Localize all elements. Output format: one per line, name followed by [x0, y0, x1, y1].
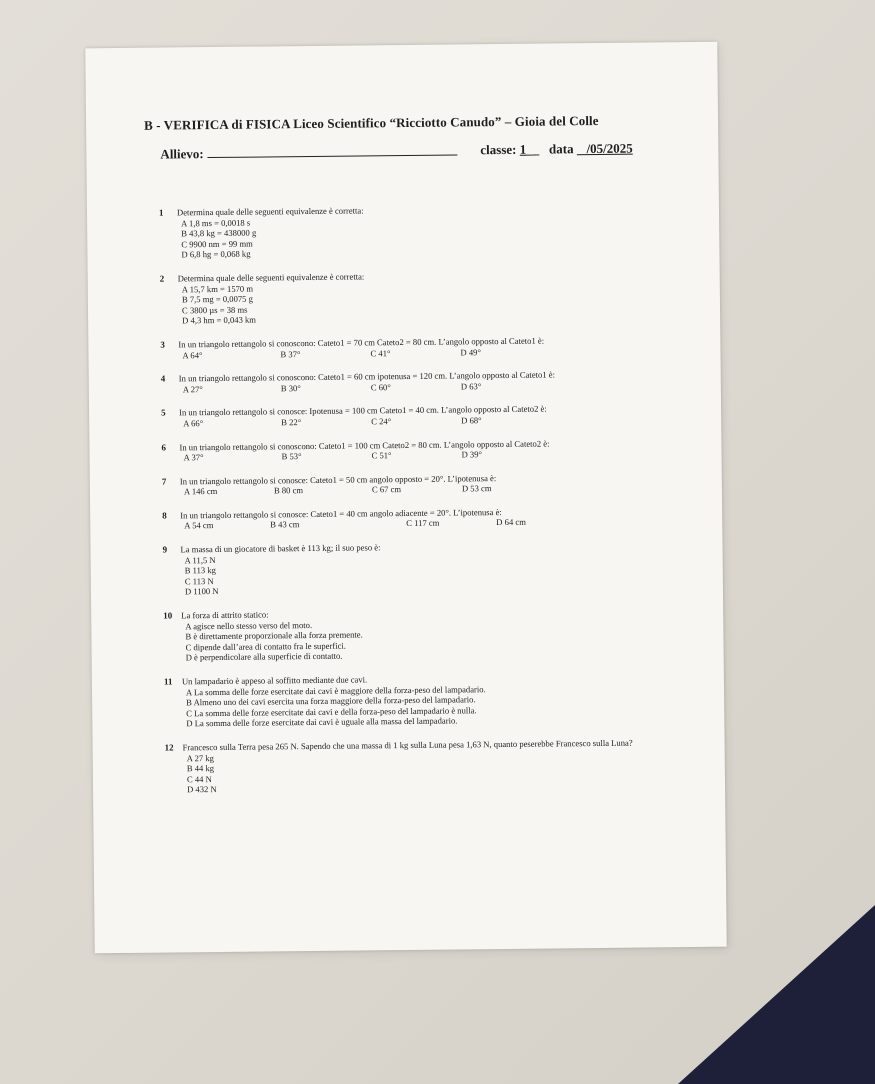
option-c[interactable]: C 3800 µs = 38 ms — [181, 304, 248, 316]
question-9 — [162, 539, 683, 597]
option-a[interactable]: A 37° — [183, 452, 204, 463]
option-c[interactable]: C La somma delle forze esercitate dai cavi e della forza-peso del lampadario è nulla. — [186, 705, 477, 719]
option-b[interactable]: B 44 kg — [186, 763, 215, 774]
class-label: classe: — [480, 141, 517, 158]
question-text: Francesco sulla Terra pesa 265 N. Sapendo che una massa di 1 kg sulla Luna pesa 1,63 N, quanto peserebbe Francesco sulla Luna? — [182, 737, 633, 753]
question-2 — [160, 268, 681, 326]
question-11 — [164, 671, 685, 729]
question-text: In un triangolo rettangolo si conoscono: Cateto1 = 100 cm Cateto2 = 80 cm. L’angolo opposto al Cateto2 è: — [179, 437, 550, 452]
question-5 — [161, 402, 681, 429]
option-b[interactable]: B 53° — [281, 451, 302, 462]
option-d[interactable]: D 432 N — [186, 784, 217, 795]
option-d[interactable]: D 63° — [460, 380, 482, 392]
option-a[interactable]: A 146 cm — [183, 486, 218, 497]
option-b[interactable]: B 80 cm — [273, 485, 304, 496]
option-b[interactable]: B 113 kg — [184, 565, 217, 576]
option-a[interactable]: A 64° — [182, 349, 203, 360]
option-a[interactable]: A 15,7 km = 1570 m — [181, 283, 254, 294]
option-c[interactable]: C 60° — [370, 381, 391, 393]
question-4 — [161, 368, 681, 395]
option-a[interactable]: A 27° — [182, 383, 203, 395]
question-number: 1 — [158, 207, 164, 218]
date-label: data — [548, 141, 574, 157]
exam-title: B - VERIFICA di FISICA Liceo Scientifico “Ricciotto Canudo” – Gioia del Colle — [144, 112, 599, 133]
option-a[interactable]: A 66° — [183, 418, 204, 429]
option-d[interactable]: D 49° — [460, 346, 481, 357]
option-c[interactable]: C 9900 nm = 99 mm — [181, 238, 253, 250]
question-number: 4 — [160, 373, 166, 384]
option-b[interactable]: B 30° — [280, 382, 301, 394]
question-1 — [159, 202, 680, 260]
option-a[interactable]: A 1,8 ms = 0,0018 s — [181, 217, 251, 228]
question-6 — [161, 437, 681, 464]
question-number: 8 — [162, 510, 167, 521]
question-number: 9 — [162, 544, 168, 555]
option-d[interactable]: D 53 cm — [461, 483, 492, 494]
option-d[interactable]: D 39° — [461, 449, 482, 460]
option-a[interactable]: A 54 cm — [184, 520, 214, 531]
option-d[interactable]: D è perpendicolare alla superficie di contatto. — [185, 651, 343, 663]
question-text: In un triangolo rettangolo si conosce: Cateto1 = 40 cm angolo adiacente = 20°. L’ipotenusa è: — [180, 506, 502, 521]
option-d[interactable]: D 64 cm — [496, 517, 526, 528]
question-number: 2 — [159, 273, 165, 284]
question-8 — [162, 505, 682, 532]
option-b[interactable]: B 22° — [281, 417, 302, 428]
question-3 — [160, 334, 680, 361]
option-a[interactable]: A 27 kg — [186, 752, 214, 763]
option-a[interactable]: A La somma delle forze esercitate dai cavi è maggiore della forza-peso del lampadario. — [185, 683, 486, 697]
question-text: Determina quale delle seguenti equivalenze è corretta: — [176, 205, 364, 218]
option-c[interactable]: C dipende dall’area di contatto fra le superfici. — [185, 640, 346, 653]
class-date-group: classe: 1__ data /05/2025 — [480, 140, 633, 158]
question-number: 10 — [163, 610, 173, 621]
question-text: Determina quale delle seguenti equivalenze è corretta: — [177, 271, 365, 284]
option-b[interactable]: B 43 cm — [270, 519, 300, 530]
option-a[interactable]: A agisce nello stesso verso del moto. — [185, 619, 313, 631]
question-text: La massa di un giocatore di basket è 113 kg; il suo peso è: — [180, 542, 381, 555]
option-b[interactable]: B 37° — [280, 348, 301, 359]
question-number: 5 — [161, 407, 166, 418]
exam-sheet — [85, 42, 726, 954]
class-value: 1 — [519, 141, 527, 157]
option-c[interactable]: C 117 cm — [406, 518, 440, 529]
option-d[interactable]: D 68° — [461, 415, 482, 426]
option-b[interactable]: B è direttamente proporzionale alla forza premente. — [185, 629, 363, 642]
question-7 — [162, 471, 682, 498]
question-number: 12 — [164, 742, 174, 753]
option-b[interactable]: B 7,5 mg = 0,0075 g — [181, 293, 253, 305]
question-10 — [163, 605, 684, 663]
option-c[interactable]: C 51° — [371, 450, 392, 461]
question-list — [159, 202, 685, 808]
option-c[interactable]: C 44 N — [186, 773, 212, 785]
question-text: Un lampadario è appeso al soffitto mediante due cavi. — [181, 674, 368, 687]
student-info-row — [160, 140, 660, 162]
option-c[interactable]: C 24° — [371, 416, 392, 427]
question-number: 3 — [160, 339, 165, 350]
question-text: In un triangolo rettangolo si conosce: Ipotenusa = 100 cm Cateto1 = 40 cm. L’angolo opposto al Cateto2 è: — [179, 403, 547, 418]
option-c[interactable]: C 41° — [370, 347, 391, 358]
question-text: In un triangolo rettangolo si conosce: Cateto1 = 50 cm angolo opposto = 20°. L’ipotenusa è: — [179, 472, 497, 487]
option-d[interactable]: D 6,8 hg = 0,068 kg — [181, 248, 251, 260]
question-number: 6 — [161, 442, 167, 453]
question-12 — [165, 737, 686, 795]
option-b[interactable]: B Almeno uno dei cavi esercita una forza maggiore della forza-peso del lampadario. — [186, 694, 476, 708]
question-number: 11 — [163, 676, 173, 687]
option-c[interactable]: C 67 cm — [371, 484, 402, 495]
question-text: In un triangolo rettangolo si conoscono: Cateto1 = 60 cm ipotenusa = 120 cm. L’angolo opposto al Cateto1 è: — [178, 369, 555, 384]
question-number: 7 — [161, 476, 167, 487]
date-value: /05/2025 — [586, 140, 633, 157]
option-a[interactable]: A 11,5 N — [184, 554, 216, 565]
student-name-field[interactable] — [207, 142, 457, 158]
option-d[interactable]: D 4,3 hm = 0,043 km — [182, 314, 257, 326]
option-c[interactable]: C 113 N — [184, 575, 214, 587]
question-text: La forza di attrito statico: — [181, 609, 269, 621]
question-text: In un triangolo rettangolo si conoscono: Cateto1 = 70 cm Cateto2 = 80 cm. L’angolo opposto al Cateto1 è: — [178, 335, 545, 350]
option-d[interactable]: D La somma delle forze esercitate dai cavi è uguale alla massa del lampadario. — [186, 715, 458, 729]
option-d[interactable]: D 1100 N — [184, 586, 219, 597]
option-b[interactable]: B 43,8 kg = 438000 g — [181, 227, 257, 239]
student-label: Allievo: — [160, 146, 204, 162]
